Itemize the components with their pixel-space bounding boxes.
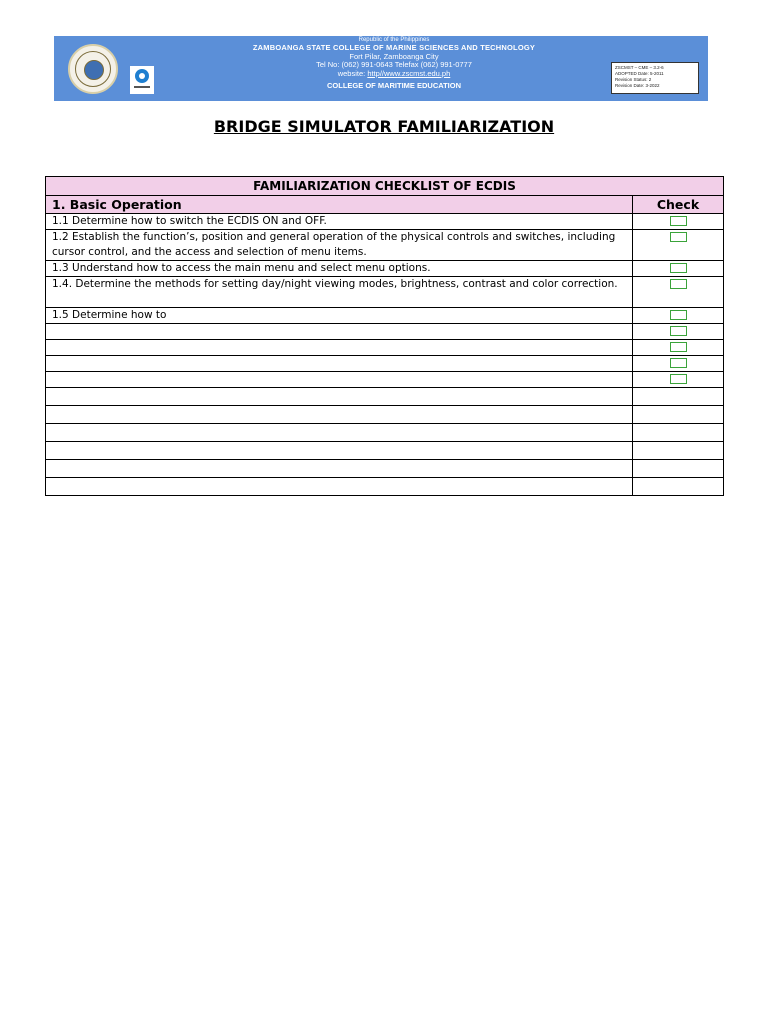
checkbox[interactable] bbox=[670, 374, 687, 384]
check-cell-blank[interactable] bbox=[633, 460, 724, 478]
table-row bbox=[46, 277, 724, 308]
doc-code-line-4: Revision Date: 3-2022 bbox=[615, 83, 660, 88]
college-seal-logo bbox=[68, 44, 118, 94]
check-cell-blank[interactable] bbox=[633, 442, 724, 460]
table-row bbox=[46, 214, 724, 230]
checklist-item-blank[interactable] bbox=[46, 460, 633, 478]
table-row bbox=[46, 230, 724, 261]
table-row bbox=[46, 308, 724, 324]
check-cell-blank[interactable] bbox=[633, 406, 724, 424]
checklist-item: 1.1 Determine how to switch the ECDIS ON and OFF. bbox=[46, 214, 633, 230]
check-cell-blank[interactable] bbox=[633, 388, 724, 406]
doc-code-line-1: ZSCMST – CME – 3.2-6 bbox=[615, 65, 664, 70]
header-text bbox=[214, 36, 574, 91]
section-row bbox=[46, 196, 724, 214]
table-row bbox=[46, 372, 724, 388]
school-website-line: website: http//www.zscmst.edu.ph bbox=[337, 68, 451, 78]
checkbox[interactable] bbox=[670, 279, 687, 289]
school-website-link[interactable]: http//www.zscmst.edu.ph bbox=[367, 68, 451, 78]
checklist-item-blank[interactable] bbox=[46, 388, 633, 406]
table-row bbox=[46, 340, 724, 356]
table-row bbox=[46, 424, 724, 442]
document-code-box bbox=[611, 62, 699, 94]
checklist-heading-row bbox=[46, 177, 724, 196]
checklist-item-blank[interactable] bbox=[46, 478, 633, 496]
checklist-item: 1.2 Establish the function’s, position and general operation of the physical controls and switches, including cursor control, and the access and selection of menu items. bbox=[46, 230, 633, 261]
checklist-item-blank[interactable] bbox=[46, 424, 633, 442]
table-row bbox=[46, 478, 724, 496]
checklist-item: 1.4. Determine the methods for setting day/night viewing modes, brightness, contrast and color correction. bbox=[46, 277, 633, 308]
check-column-header: Check bbox=[633, 196, 724, 214]
checklist-item-blank[interactable] bbox=[46, 442, 633, 460]
check-cell-blank[interactable] bbox=[633, 478, 724, 496]
page-title: BRIDGE SIMULATOR FAMILIARIZATION bbox=[213, 117, 555, 136]
table-row bbox=[46, 324, 724, 340]
checkbox[interactable] bbox=[670, 216, 687, 226]
school-phone: Tel No: (062) 991-0643 Telefax (062) 991-0777 bbox=[316, 60, 472, 70]
checkbox[interactable] bbox=[670, 358, 687, 368]
checklist-item-blank[interactable] bbox=[46, 324, 633, 340]
doc-code-line-3: Revision Status: 2 bbox=[615, 77, 652, 82]
school-name: ZAMBOANGA STATE COLLEGE OF MARINE SCIENCES AND TECHNOLOGY bbox=[252, 42, 536, 52]
certification-logo bbox=[130, 66, 154, 94]
college-name: COLLEGE OF MARITIME EDUCATION bbox=[326, 81, 462, 91]
checkbox[interactable] bbox=[670, 342, 687, 352]
school-address: Fort Pilar, Zamboanga City bbox=[349, 51, 439, 61]
checklist-item-blank[interactable] bbox=[46, 340, 633, 356]
checklist-item-blank[interactable] bbox=[46, 356, 633, 372]
checkbox[interactable] bbox=[670, 326, 687, 336]
section-title: 1. Basic Operation bbox=[46, 196, 633, 214]
table-row bbox=[46, 406, 724, 424]
republic-line: Republic of the Philippines bbox=[358, 37, 430, 43]
table-row bbox=[46, 442, 724, 460]
checklist-item: 1.5 Determine how to bbox=[46, 308, 633, 324]
checklist-table bbox=[45, 176, 724, 496]
table-row bbox=[46, 356, 724, 372]
table-row bbox=[46, 460, 724, 478]
checklist-item: 1.3 Understand how to access the main menu and select menu options. bbox=[46, 261, 633, 277]
header-banner bbox=[54, 36, 708, 101]
doc-code-line-2: ADOPTED Date: 5-2011 bbox=[615, 71, 664, 76]
table-row bbox=[46, 388, 724, 406]
checkbox[interactable] bbox=[670, 263, 687, 273]
check-cell-blank[interactable] bbox=[633, 424, 724, 442]
table-row bbox=[46, 261, 724, 277]
checkbox[interactable] bbox=[670, 232, 687, 242]
checklist-item-blank[interactable] bbox=[46, 372, 633, 388]
checklist-heading: FAMILIARIZATION CHECKLIST OF ECDIS bbox=[46, 177, 724, 196]
checklist-item-blank[interactable] bbox=[46, 406, 633, 424]
checkbox[interactable] bbox=[670, 310, 687, 320]
